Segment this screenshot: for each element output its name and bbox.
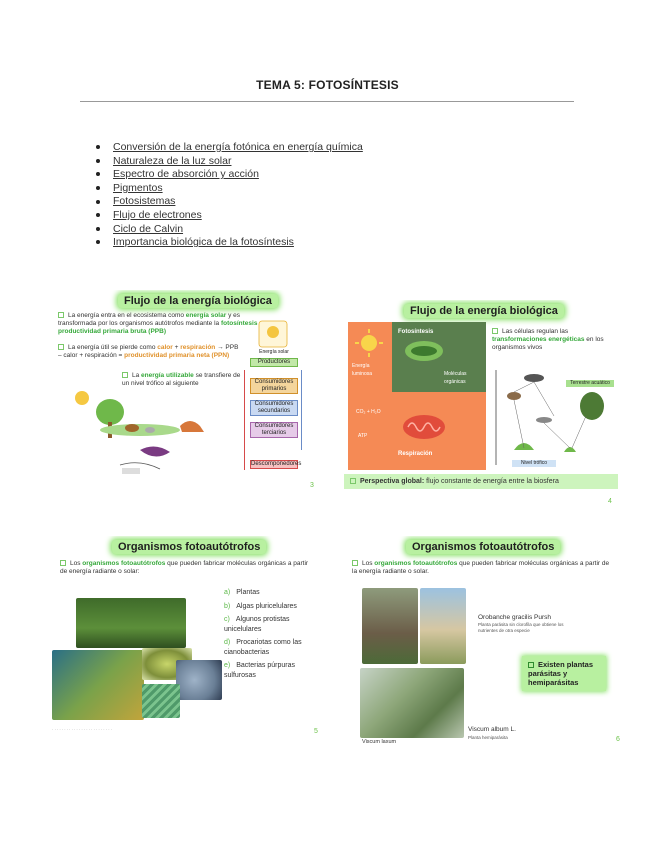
photo-caption: Orobanche gracilis Pursh Planta parásita sin clorofila que obtiene los nutrientes de otra especie bbox=[478, 614, 564, 633]
orobanche-photo bbox=[362, 588, 418, 664]
bullet-icon bbox=[58, 312, 64, 318]
page-title: TEMA 5: FOTOSÍNTESIS bbox=[256, 78, 399, 92]
slide-paragraph: Las células regulan las transformaciones energéticas en los organismos vivos bbox=[492, 328, 604, 351]
orobanche-detail-photo bbox=[420, 588, 466, 664]
diagram-label: CO₂ + H₂O bbox=[356, 409, 381, 415]
page-number: 6 bbox=[616, 736, 620, 743]
toc-item[interactable] bbox=[96, 209, 363, 223]
slide-title: Organismos fotoautótrofos bbox=[406, 540, 560, 554]
slide-3 bbox=[52, 290, 322, 496]
list-item: b) Algas pluricelulares bbox=[224, 602, 297, 610]
bullet-icon bbox=[96, 159, 100, 163]
bullet-icon bbox=[96, 200, 100, 204]
list-item: d) Procariotas como las cianobacterias bbox=[224, 639, 302, 656]
mitochondria-icon bbox=[402, 414, 446, 440]
cyanobacteria-photo bbox=[142, 684, 180, 718]
slide-6 bbox=[344, 536, 626, 748]
viscum-photo bbox=[360, 668, 464, 738]
heat-loss-line bbox=[244, 370, 245, 470]
diagram-label: ATP bbox=[358, 433, 368, 439]
diagram-label: Energía luminosa bbox=[352, 363, 373, 377]
photo-credit: · · · · · · · · · · · · · · · · · · · · · · · · · bbox=[52, 727, 112, 732]
slide-title: Flujo de la energía biológica bbox=[404, 304, 564, 318]
bullet-icon bbox=[96, 186, 100, 190]
toc-link[interactable]: Naturaleza de la luz solar bbox=[113, 154, 232, 167]
ecosystem-illustration bbox=[70, 390, 220, 480]
bullet-icon bbox=[350, 478, 356, 484]
toc-link[interactable]: Espectro de absorción y acción bbox=[113, 168, 259, 181]
slide-title: Organismos fotoautótrofos bbox=[112, 540, 266, 554]
diagram-label: Moléculas orgánicas bbox=[444, 371, 467, 385]
toc-item[interactable] bbox=[96, 155, 363, 169]
bacteria-photo bbox=[176, 660, 222, 700]
chart-caption: Energía solar bbox=[259, 349, 289, 355]
chloroplast-icon bbox=[404, 340, 444, 362]
toc-item[interactable] bbox=[96, 195, 363, 209]
toc-link[interactable]: Fotosistemas bbox=[113, 195, 176, 208]
toc-item[interactable] bbox=[96, 141, 363, 155]
trophic-level: Consumidores terciarios bbox=[250, 422, 298, 438]
toc-item[interactable] bbox=[96, 182, 363, 196]
list-item: c) Algunos protistas unicelulares bbox=[224, 616, 290, 633]
food-web-label: Nivel trófico bbox=[512, 460, 556, 467]
perspective-banner: Perspectiva global: flujo constante de energía entre la biosfera bbox=[344, 474, 618, 489]
energy-chart bbox=[242, 320, 306, 485]
energy-cycle-diagram bbox=[348, 322, 486, 470]
title-divider bbox=[80, 101, 574, 102]
bullet-icon bbox=[528, 662, 534, 668]
toc-link[interactable]: Ciclo de Calvin bbox=[113, 222, 184, 235]
bullet-icon bbox=[352, 560, 358, 566]
page-number: 4 bbox=[608, 498, 612, 505]
bullet-icon bbox=[96, 213, 100, 217]
bullet-icon bbox=[492, 328, 498, 334]
trophic-level: Consumidores secundarios bbox=[250, 400, 298, 416]
trophic-level: Productores bbox=[250, 358, 298, 367]
list-item: e) Bacterias púrpuras sulfurosas bbox=[224, 662, 295, 679]
food-web-illustration bbox=[494, 360, 614, 468]
slide-paragraph: La energía entra en el ecosistema como energía solar y es transformada por los organismos autótrofos mediante la fotosíntesis productividad primaria bruta (PPB) bbox=[58, 312, 258, 335]
slide-paragraph: La energía utilizable se transfiere de un nivel trófico al siguiente bbox=[122, 372, 241, 387]
parasitic-plants-callout: Existen plantas parásitas y hemiparásitas bbox=[522, 656, 606, 691]
toc-item[interactable] bbox=[96, 236, 363, 250]
page-number: 3 bbox=[310, 482, 314, 489]
bullet-icon bbox=[96, 145, 100, 149]
toc-link[interactable]: Importancia biológica de la fotosíntesis bbox=[113, 236, 294, 249]
list-item: a) Plantas bbox=[224, 589, 260, 596]
toc-link[interactable]: Pigmentos bbox=[113, 181, 163, 194]
toc-item[interactable] bbox=[96, 223, 363, 237]
diagram-label: Respiración bbox=[398, 451, 433, 457]
slide-paragraph: La energía útil se pierde como calor + respiración → PPB – calor + respiración = productividad primaria neta (PPN) bbox=[58, 344, 239, 359]
food-web-label: Terrestre acuático bbox=[566, 380, 614, 387]
bullet-icon bbox=[60, 560, 66, 566]
bullet-icon bbox=[96, 172, 100, 176]
photo-caption: Viscum album L. Planta hemiparásita bbox=[468, 726, 516, 740]
table-of-contents bbox=[96, 141, 363, 250]
bullet-icon bbox=[58, 344, 64, 350]
bullet-icon bbox=[122, 372, 128, 378]
slide-5 bbox=[52, 536, 322, 742]
slide-title: Flujo de la energía biológica bbox=[118, 294, 278, 308]
trophic-level: Descomponedores bbox=[251, 461, 302, 467]
sun-icon bbox=[354, 328, 384, 358]
forest-photo bbox=[76, 598, 186, 648]
toc-link[interactable]: Flujo de electrones bbox=[113, 208, 202, 221]
organism-list bbox=[224, 588, 314, 680]
photo-caption: Viscum laxum bbox=[362, 739, 397, 745]
slide-4 bbox=[344, 300, 618, 506]
slide-paragraph: Los organismos fotoautótrofos que pueden fabricar moléculas orgánicas a partir de energía radiante o solar: bbox=[60, 560, 309, 575]
trophic-level: Consumidores primarios bbox=[250, 378, 298, 394]
sun-icon bbox=[258, 320, 288, 348]
toc-link[interactable]: Conversión de la energía fotónica en energía química bbox=[113, 141, 363, 153]
kelp-photo bbox=[52, 650, 144, 720]
flow-line bbox=[301, 370, 302, 450]
bullet-icon bbox=[96, 240, 100, 244]
bullet-icon bbox=[96, 227, 100, 231]
toc-item[interactable] bbox=[96, 168, 363, 182]
slide-paragraph: Los organismos fotoautótrofos que pueden fabricar moléculas orgánicas a partir de la energía radiante o solar. bbox=[352, 560, 610, 575]
page-number: 5 bbox=[314, 728, 318, 735]
diagram-label: Fotosíntesis bbox=[398, 329, 434, 335]
